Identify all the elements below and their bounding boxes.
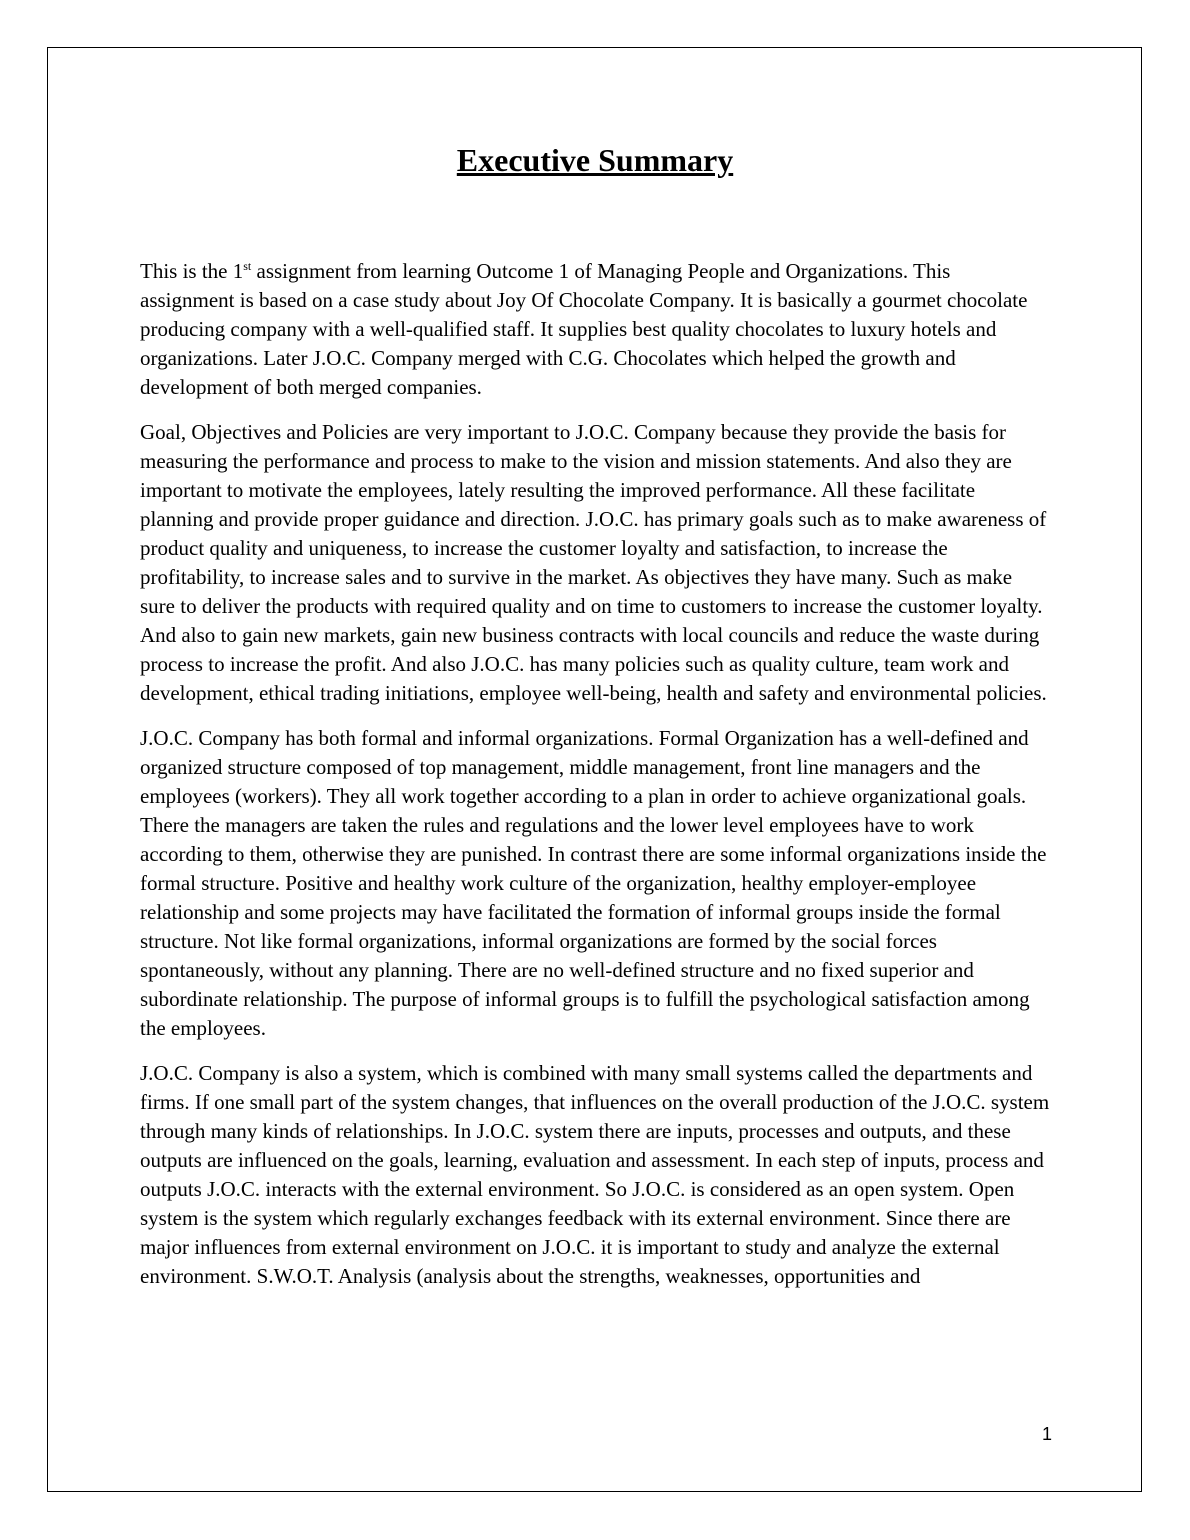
paragraph-intro — [140, 257, 1050, 402]
document-body — [140, 257, 1050, 1307]
page-number: 1 — [1041, 1424, 1052, 1444]
paragraph-intro-start: This is the 1 — [140, 259, 244, 283]
paragraph-intro-rest: assignment from learning Outcome 1 of Managing People and Organizations. This assignment is based on a case study about Joy Of Chocolate Company. It is basically a gourmet chocolate producing company with a well-qualified staff. It supplies best quality chocolates to luxury hotels and organizations. Later J.O.C. Company merged with C.G. Chocolates which helped the growth and development of both merged companies. — [140, 259, 1028, 399]
paragraph-formal-informal: J.O.C. Company has both formal and informal organizations. Formal Organization has a well-defined and organized structure composed of top management, middle management, front line managers and the employees (workers). They all work together according to a plan in order to achieve organizational goals. There the managers are taken the rules and regulations and the lower level employees have to work according to them, otherwise they are punished. In contrast there are some informal organizations inside the formal structure. Positive and healthy work culture of the organization, healthy employer-employee relationship and some projects may have facilitated the formation of informal groups inside the formal structure. Not like formal organizations, informal organizations are formed by the social forces spontaneously, without any planning. There are no well-defined structure and no fixed superior and subordinate relationship. The purpose of informal groups is to fulfill the psychological satisfaction among the employees. — [140, 726, 1047, 1040]
ordinal-superscript: st — [243, 259, 252, 273]
document-title: Executive Summary — [456, 142, 734, 178]
paragraph-open-system: J.O.C. Company is also a system, which is combined with many small systems called the departments and firms. If one small part of the system changes, that influences on the overall production of the J.O.C. system through many kinds of relationships. In J.O.C. system there are inputs, processes and outputs, and these outputs are influenced on the goals, learning, evaluation and assessment. In each step of inputs, process and outputs J.O.C. interacts with the external environment. So J.O.C. is considered as an open system. Open system is the system which regularly exchanges feedback with its external environment. Since there are major influences from external environment on J.O.C. it is important to study and analyze the external environment. S.W.O.T. Analysis (analysis about the strengths, weaknesses, opportunities and — [140, 1061, 1050, 1288]
paragraph-goals-objectives: Goal, Objectives and Policies are very important to J.O.C. Company because they provide the basis for measuring the performance and process to make to the vision and mission statements. And also they are important to motivate the employees, lately resulting the improved performance. All these facilitate planning and provide proper guidance and direction. J.O.C. has primary goals such as to make awareness of product quality and uniqueness, to increase the customer loyalty and satisfaction, to increase the profitability, to increase sales and to survive in the market. As objectives they have many. Such as make sure to deliver the products with required quality and on time to customers to increase the customer loyalty. And also to gain new markets, gain new business contracts with local councils and reduce the waste during process to increase the profit. And also J.O.C. has many policies such as quality culture, team work and development, ethical trading initiations, employee well-being, health and safety and environmental policies. — [140, 420, 1047, 705]
